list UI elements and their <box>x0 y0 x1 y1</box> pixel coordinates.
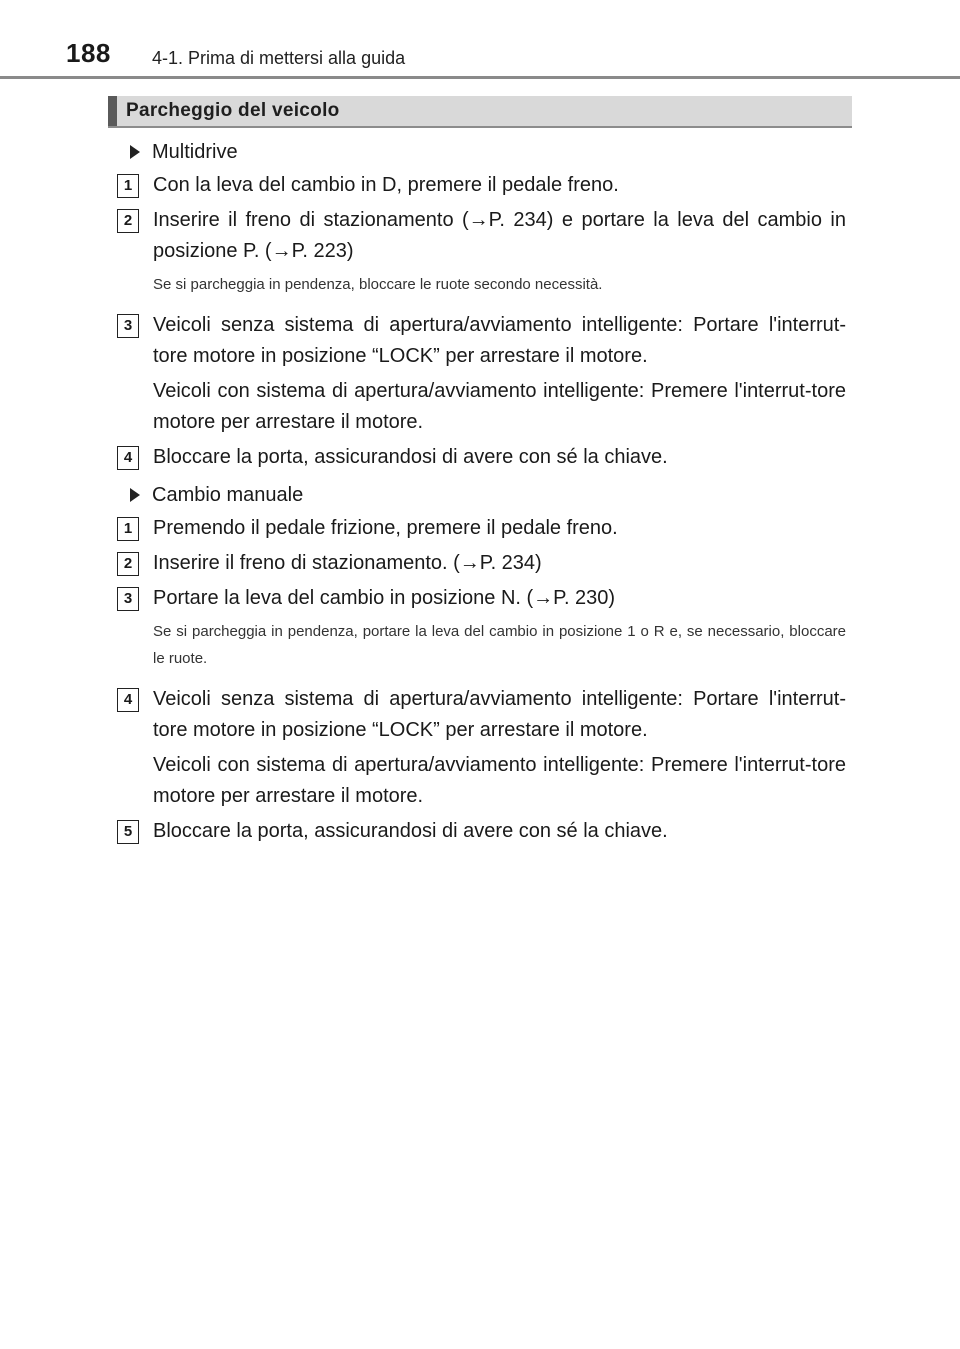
step-item <box>117 205 846 267</box>
page-number: 188 <box>66 38 111 68</box>
step-item <box>117 684 846 746</box>
group-heading-multidrive <box>130 138 960 170</box>
section-title: Parcheggio del veicolo <box>126 100 340 121</box>
step-text: Bloccare la porta, assicurandosi di avere con sé la chiave. <box>153 820 668 842</box>
chapter-title: 4-1. Prima di mettersi alla guida <box>152 48 406 68</box>
step-number-badge: 4 <box>117 446 139 470</box>
section-header-bar <box>108 96 117 126</box>
step-item <box>117 583 846 614</box>
step-number-badge: 1 <box>117 517 139 541</box>
step-item <box>117 513 846 544</box>
step-text: Inserire il freno di stazionamento (→P. 234) e portare la leva del cambio in posizione P. (→P. 223) <box>153 209 846 262</box>
step-number-badge: 2 <box>117 209 139 233</box>
header-divider <box>0 76 960 79</box>
step-item <box>117 310 846 372</box>
step-continuation: Veicoli con sistema di apertura/avviamento intelligente: Premere l'interrut-tore motore per arrestare il motore. <box>153 754 846 807</box>
step-text: Portare la leva del cambio in posizione N. (→P. 230) <box>153 587 616 609</box>
step-item <box>117 442 846 473</box>
step-number-badge: 2 <box>117 552 139 576</box>
step-number-badge: 4 <box>117 688 139 712</box>
page-content <box>0 138 960 851</box>
step-item <box>117 170 846 201</box>
step-item <box>117 548 846 579</box>
step-text: Con la leva del cambio in D, premere il pedale freno. <box>153 174 619 196</box>
step-text: Bloccare la porta, assicurandosi di avere con sé la chiave. <box>153 446 668 468</box>
step-number-badge: 3 <box>117 587 139 611</box>
group-heading-label: Cambio manuale <box>152 484 304 506</box>
step-text: Inserire il freno di stazionamento. (→P. 234) <box>153 552 542 574</box>
section-header <box>108 96 852 128</box>
step-text: Veicoli senza sistema di apertura/avviamento intelligente: Portare l'interrut-tore motore in posizione “LOCK” per arrestare il motore. <box>153 314 846 367</box>
step-text: Veicoli senza sistema di apertura/avviamento intelligente: Portare l'interrut-tore motore in posizione “LOCK” per arrestare il motore. <box>153 688 846 741</box>
step-number-badge: 1 <box>117 174 139 198</box>
step-number-badge: 3 <box>117 314 139 338</box>
step-note: Se si parcheggia in pendenza, portare la leva del cambio in posizione 1 o R e, se necessario, bloccare le ruote. <box>153 623 846 667</box>
triangle-bullet-icon <box>130 145 140 159</box>
step-note: Se si parcheggia in pendenza, bloccare le ruote secondo necessità. <box>153 276 603 293</box>
triangle-bullet-icon <box>130 488 140 502</box>
step-item <box>117 816 846 847</box>
step-text: Premendo il pedale frizione, premere il pedale freno. <box>153 517 618 539</box>
group-heading-manual <box>130 481 960 513</box>
step-number-badge: 5 <box>117 820 139 844</box>
step-continuation: Veicoli con sistema di apertura/avviamento intelligente: Premere l'interrut-tore motore per arrestare il motore. <box>153 380 846 433</box>
group-heading-label: Multidrive <box>152 141 238 163</box>
